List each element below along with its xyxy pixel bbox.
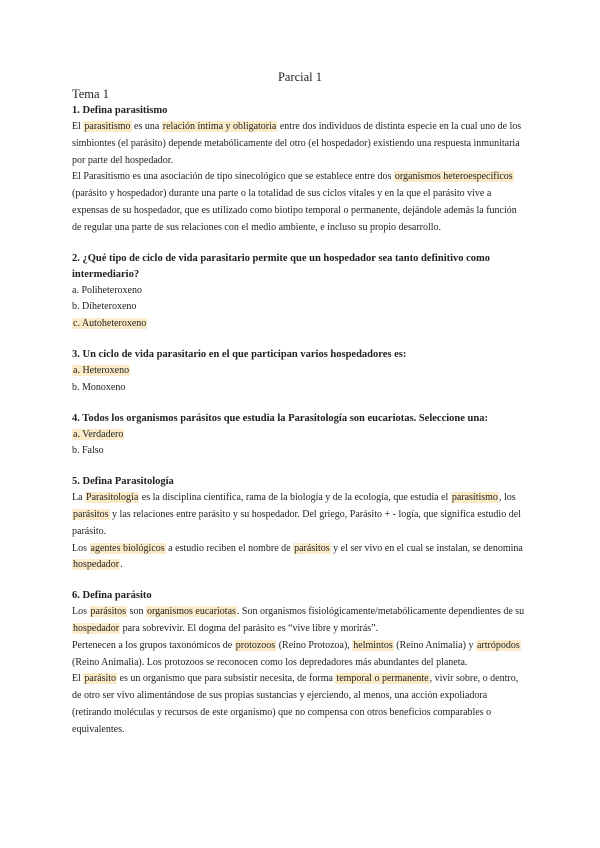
document-title: Parcial 1 — [277, 70, 323, 84]
section-spacer — [72, 333, 528, 347]
question-heading: 6. Defina parásito — [72, 590, 152, 602]
answer-option-selected — [72, 363, 528, 380]
section-spacer — [72, 397, 528, 411]
highlighted-term: parásito — [84, 673, 117, 685]
sections-container — [72, 103, 528, 739]
highlighted-term: relación íntima y obligatoria — [162, 121, 277, 132]
section-spacer — [72, 574, 528, 588]
section-spacer — [72, 460, 528, 474]
body-paragraph: Los agentes biológicos a estudio reciben el nombre de parásitos y el ser vivo en el cual se instalan, se denomina hospedador. — [72, 542, 523, 571]
answer-option: a. Poliheteroxeno — [72, 284, 142, 296]
highlighted-term: parásitos — [73, 508, 109, 520]
question-heading: 1. Defina parasitismo — [72, 105, 168, 116]
answer-option: b. Monoxeno — [72, 381, 126, 393]
body-paragraph: El parasitismo es una relación íntima y obligatoria entre dos individuos de distinta especie en la cual uno de los simbiontes (el parásito) depende metabólicamente del otro (el hospedador) existiendo una respuesta inmunitaria por parte del hospedador. — [72, 121, 522, 166]
highlighted-term: parásitos — [90, 606, 127, 618]
question-heading: 4. Todos los organismos parásitos que estudia la Parasitología son eucariotas. Seleccione una: — [72, 412, 488, 424]
highlighted-term: hospedador — [73, 559, 120, 571]
highlighted-answer: c. Autoheteroxeno — [73, 318, 147, 330]
answer-option-selected — [72, 316, 528, 333]
highlighted-term: parasitismo — [451, 492, 498, 504]
answer-option-selected — [72, 427, 528, 444]
question-heading: 5. Defina Parasitología — [72, 476, 174, 488]
section-spacer — [72, 237, 528, 251]
highlighted-answer: a. Heteroxeno — [73, 364, 130, 376]
answer-option: b. Falso — [72, 445, 104, 457]
highlighted-term: Parasitología — [86, 492, 139, 504]
highlighted-term: agentes biológicos — [90, 542, 165, 554]
highlighted-term: temporal o permanente — [336, 673, 429, 685]
highlighted-term: protozoos — [235, 639, 276, 651]
question-heading: 2. ¿Qué tipo de ciclo de vida parasitario permite que un hospedador sea tanto definitivo como intermediario? — [72, 252, 491, 280]
body-paragraph: La Parasitología es la disciplina científica, rama de la biología y de la ecología, que estudia el parasitismo, los parásitos y las relaciones entre parásito y su hospedador. Del griego, Parásito + - logía, que significa estudio del parásito. — [72, 492, 521, 537]
question-heading: 3. Un ciclo de vida parasitario en el que participan varios hospedadores es: — [72, 348, 407, 360]
highlighted-term: helmintos — [353, 639, 393, 651]
highlighted-term: parasitismo — [84, 121, 131, 132]
body-paragraph: El Parasitismo es una asociación de tipo sinecológico que se establece entre dos organismos heteroespecíficos (parásito y hospedador) durante una parte o la totalidad de sus ciclos vitales y en la que el parásito vive a expensas de su hospedador, que es utilizado como biotipo temporal o permanente, dejándole además la función de regular una parte de sus relaciones con el medio ambiente, e incluso su propio desarrollo. — [72, 171, 517, 233]
highlighted-term: organismos eucariotas — [146, 606, 236, 618]
highlighted-term: organismos heteroespecíficos — [394, 171, 513, 183]
highlighted-term: parásitos — [294, 542, 330, 554]
highlighted-answer: a. Verdadero — [73, 428, 124, 440]
highlighted-term: hospedador — [73, 622, 120, 634]
body-paragraph: El parásito es un organismo que para subsistir necesita, de forma temporal o permanente, vivir sobre, o dentro, de otro ser vivo alimentándose de sus propias sustancias y ejerciendo, al menos, una acción expoliadora (retirando moléculas y recursos de este organismo) que no compensa con otros beneficios comparables o equivalentes. — [72, 673, 519, 735]
body-paragraph: Los parásitos son organismos eucariotas. Son organismos fisiológicamente/metabólicamente dependientes de su hospedador para sobrevivir. El dogma del parásito es “vive libre y morirás”. — [72, 606, 525, 634]
answer-option: b. Diheteroxeno — [72, 301, 137, 313]
body-paragraph: Pertenecen a los grupos taxonómicos de protozoos (Reino Protozoa), helmintos (Reino Animalia) y artrópodos (Reino Animalia). Los protozoos se reconocen como los depredadores más abundantes del planeta. — [72, 639, 520, 668]
highlighted-term: artrópodos — [476, 639, 520, 651]
section-heading-tema: Tema 1 — [72, 87, 109, 101]
